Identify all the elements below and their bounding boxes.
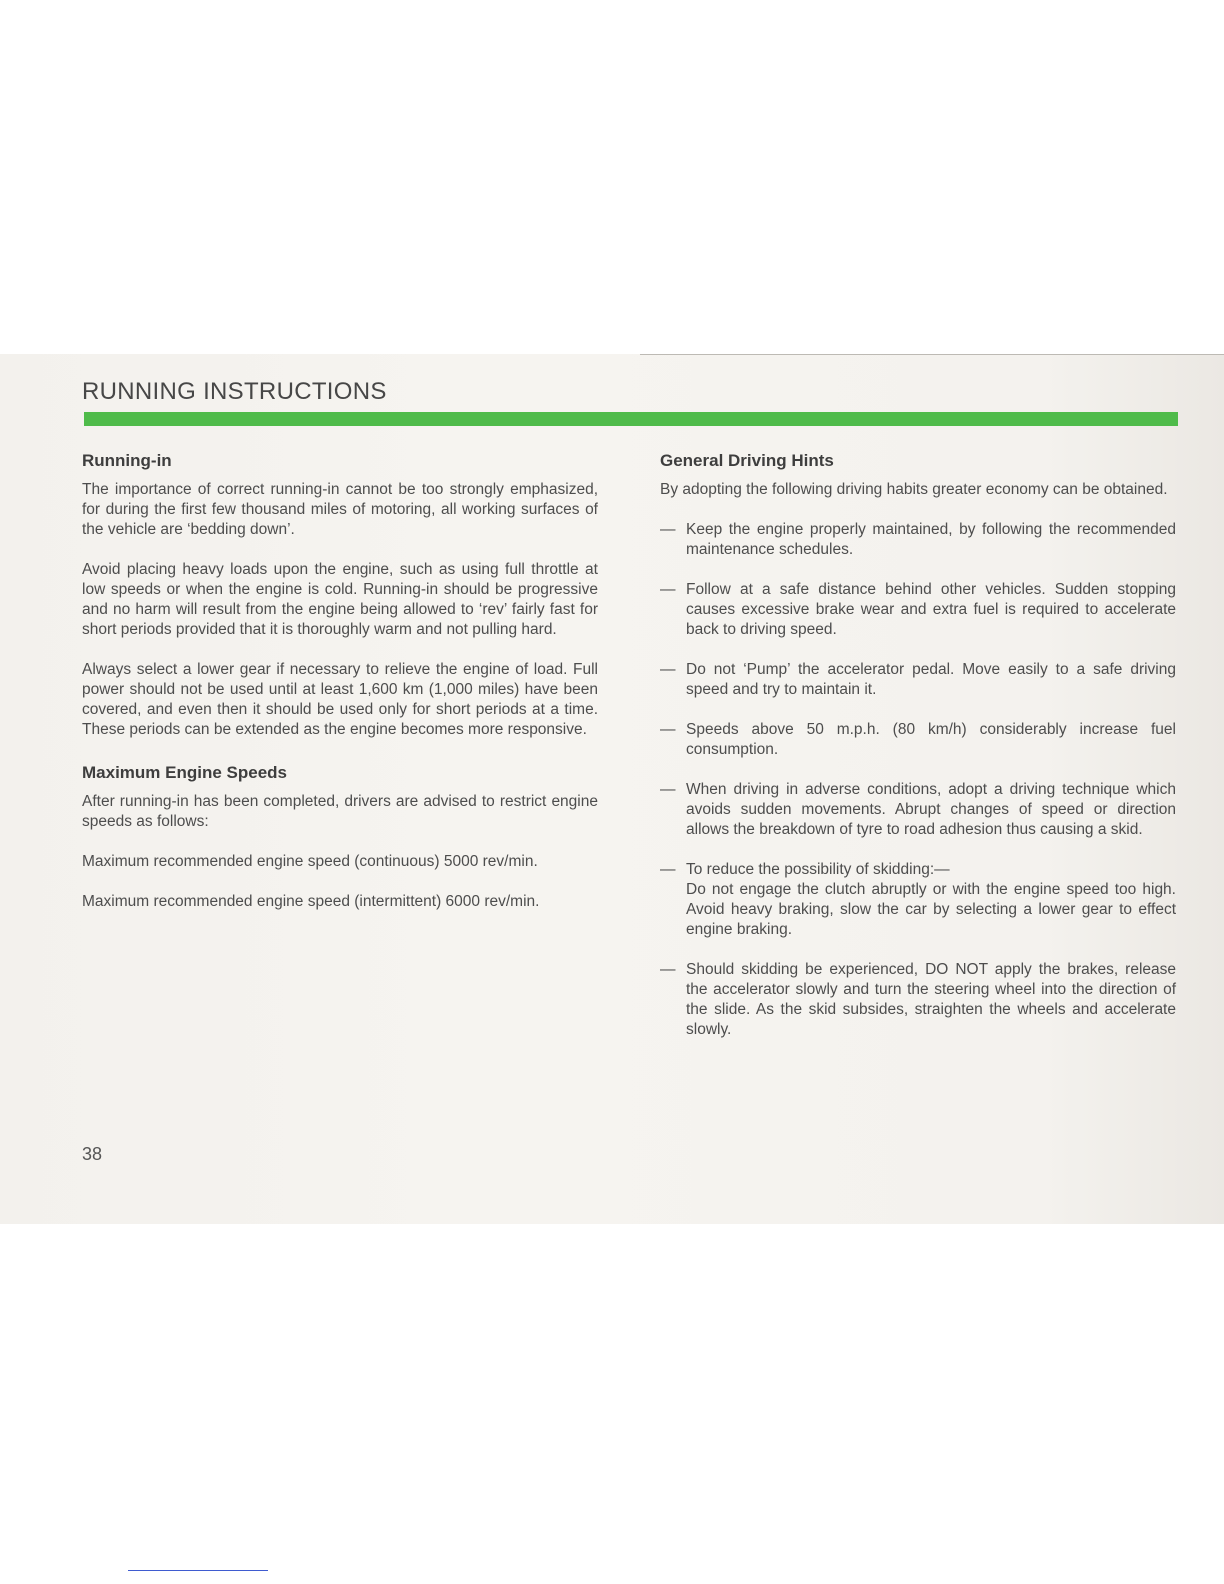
hint-skidding-experienced xyxy=(660,960,1176,1040)
hint-skid-lead: To reduce the possibility of skidding:— xyxy=(686,861,950,878)
dash-bullet: — xyxy=(660,581,676,598)
dash-bullet: — xyxy=(660,661,676,678)
dash-bullet: — xyxy=(660,861,676,878)
footer-rule xyxy=(128,1570,268,1571)
hint-accelerator xyxy=(660,660,1176,700)
hint-text: When driving in adverse conditions, adopt a driving technique which avoids sudden movements. Abrupt changes of speed or direction allows the breakdown of tyre to road adhesion thus causing a skid. xyxy=(686,781,1176,838)
hint-speed-fuel xyxy=(660,720,1176,760)
dash-bullet: — xyxy=(660,721,676,738)
driving-hints-list xyxy=(660,520,1176,1040)
running-in-paragraph-1: The importance of correct running-in cannot be too strongly emphasized, for during the first few thousand miles of motoring, all working surfaces of the vehicle are ‘bedding down’. xyxy=(82,481,598,538)
running-in-paragraph-2: Avoid placing heavy loads upon the engine, such as using full throttle at low speeds or when the engine is cold. Running-in should be progressive and no harm will result from the engine being allowed to ‘rev’ fairly fast for short periods provided that it is thoroughly warm and not pulling hard. xyxy=(82,561,598,638)
general-hints-intro: By adopting the following driving habits greater economy can be obtained. xyxy=(660,481,1168,498)
max-speed-intermittent: Maximum recommended engine speed (intermittent) 6000 rev/min. xyxy=(82,893,540,910)
dash-bullet: — xyxy=(660,961,676,978)
dash-bullet: — xyxy=(660,781,676,798)
hint-text: Speeds above 50 m.p.h. (80 km/h) considerably increase fuel consumption. xyxy=(686,721,1176,758)
hint-text: Should skidding be experienced, DO NOT apply the brakes, release the accelerator slowly and turn the steering wheel into the direction of the slide. As the skid subsides, straighten the wheels and accelerate slowly. xyxy=(686,961,1176,1038)
max-speed-continuous: Maximum recommended engine speed (continuous) 5000 rev/min. xyxy=(82,853,538,870)
dash-bullet: — xyxy=(660,521,676,538)
hint-reduce-skidding xyxy=(660,860,1176,940)
hint-text: Follow at a safe distance behind other vehicles. Sudden stopping causes excessive brake wear and extra fuel is required to accelerate back to driving speed. xyxy=(686,581,1176,638)
hint-text: Do not ‘Pump’ the accelerator pedal. Move easily to a safe driving speed and try to maintain it. xyxy=(686,661,1176,698)
hint-adverse-conditions xyxy=(660,780,1176,840)
max-speeds-intro: After running-in has been completed, drivers are advised to restrict engine speeds as follows: xyxy=(82,793,598,830)
hint-text: Keep the engine properly maintained, by following the recommended maintenance schedules. xyxy=(686,521,1176,558)
hint-maintenance xyxy=(660,520,1176,560)
running-in-heading: Running-in xyxy=(82,451,172,470)
title-accent-bar xyxy=(84,412,1178,426)
page-title: RUNNING INSTRUCTIONS xyxy=(82,378,387,405)
left-column xyxy=(82,450,598,932)
page-number: 38 xyxy=(82,1144,103,1164)
general-driving-hints-heading: General Driving Hints xyxy=(660,451,834,470)
hint-safe-distance xyxy=(660,580,1176,640)
running-in-paragraph-3: Always select a lower gear if necessary to relieve the engine of load. Full power should not be used until at least 1,600 km (1,000 miles) have been covered, and even then it should be used only for short periods at a time. These periods can be extended as the engine becomes more responsive. xyxy=(82,661,598,738)
max-engine-speeds-heading: Maximum Engine Speeds xyxy=(82,763,287,782)
right-column xyxy=(660,450,1176,1060)
hint-skid-body: Do not engage the clutch abruptly or with the engine speed too high. Avoid heavy braking, slow the car by selecting a lower gear to effect engine braking. xyxy=(686,881,1176,938)
